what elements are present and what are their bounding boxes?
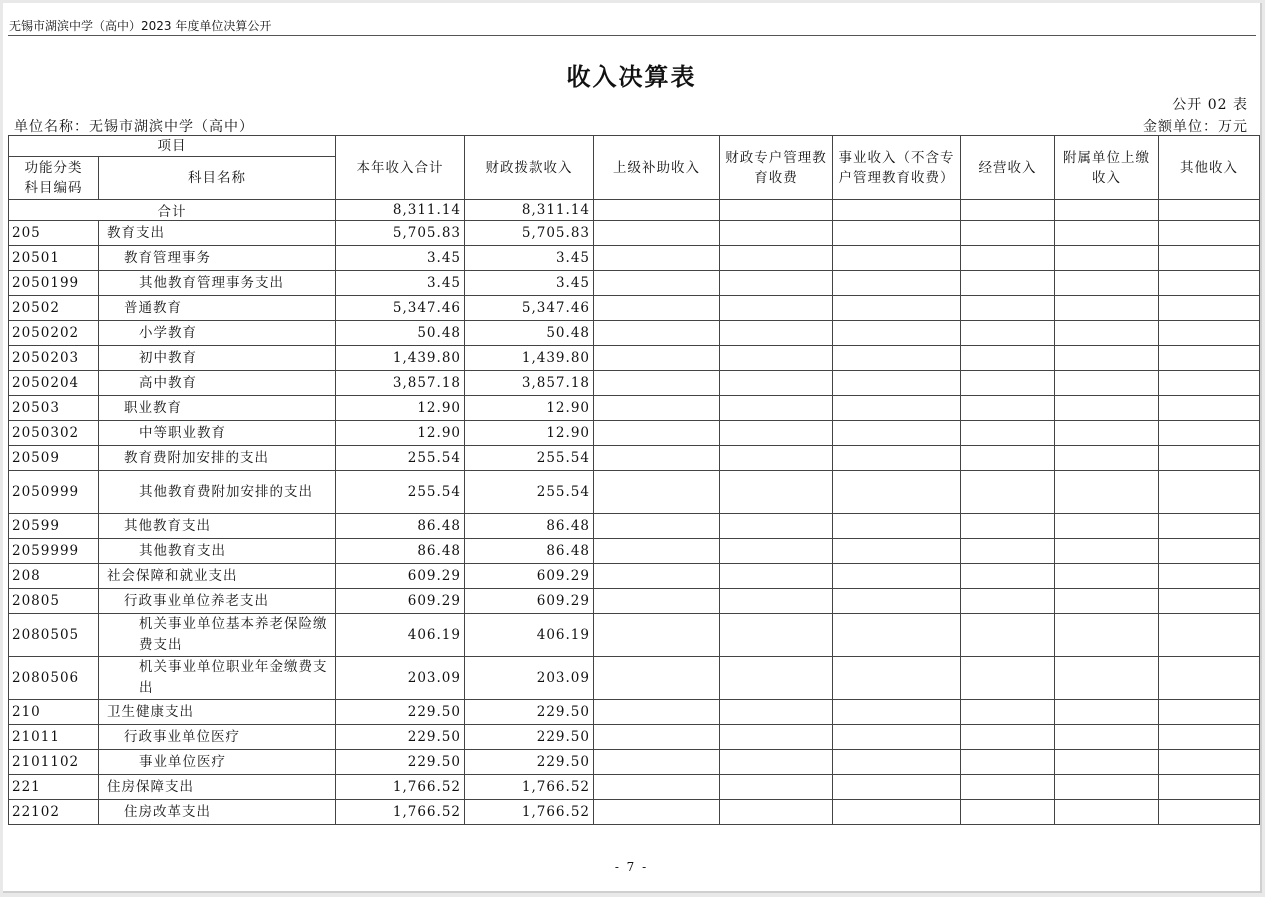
subject-code: 221 xyxy=(9,775,99,800)
empty-cell xyxy=(961,421,1055,446)
total-income-value: 1,439.80 xyxy=(336,346,465,371)
header-item: 项目 xyxy=(9,136,336,157)
empty-cell xyxy=(720,750,833,775)
total-income-value: 5,347.46 xyxy=(336,296,465,321)
empty-cell xyxy=(961,446,1055,471)
header-rule xyxy=(8,35,1256,36)
empty-cell xyxy=(1055,246,1159,271)
empty-cell xyxy=(961,221,1055,246)
header-superior-subsidy: 上级补助收入 xyxy=(594,136,720,200)
empty-cell xyxy=(594,800,720,825)
income-table xyxy=(8,135,1260,825)
empty-cell xyxy=(594,421,720,446)
subject-name: 普通教育 xyxy=(99,296,336,321)
empty-cell xyxy=(1055,371,1159,396)
total-income-value: 229.50 xyxy=(336,750,465,775)
total-income-value: 8,311.14 xyxy=(336,200,465,221)
total-income-value: 86.48 xyxy=(336,539,465,564)
empty-cell xyxy=(594,296,720,321)
empty-cell xyxy=(833,750,961,775)
subject-code: 2080506 xyxy=(9,657,99,700)
header-special-account-fees: 财政专户管理教育收费 xyxy=(720,136,833,200)
empty-cell xyxy=(1055,396,1159,421)
empty-cell xyxy=(720,657,833,700)
subject-name: 机关事业单位职业年金缴费支出 xyxy=(99,657,336,700)
empty-cell xyxy=(1159,750,1260,775)
table-row xyxy=(9,800,1260,825)
total-row xyxy=(9,200,1260,221)
total-income-value: 12.90 xyxy=(336,396,465,421)
table-row xyxy=(9,657,1260,700)
table-row xyxy=(9,221,1260,246)
empty-cell xyxy=(594,539,720,564)
empty-cell xyxy=(1159,200,1260,221)
empty-cell xyxy=(961,657,1055,700)
page-title: 收入决算表 xyxy=(566,63,697,91)
table-row xyxy=(9,700,1260,725)
empty-cell xyxy=(1055,775,1159,800)
total-income-value: 3.45 xyxy=(336,271,465,296)
subject-code: 2050199 xyxy=(9,271,99,296)
empty-cell xyxy=(594,589,720,614)
subject-name: 行政事业单位养老支出 xyxy=(99,589,336,614)
empty-cell xyxy=(1159,271,1260,296)
empty-cell xyxy=(833,539,961,564)
empty-cell xyxy=(1055,446,1159,471)
empty-cell xyxy=(594,221,720,246)
fiscal-income-value: 203.09 xyxy=(465,657,594,700)
subject-name: 教育管理事务 xyxy=(99,246,336,271)
empty-cell xyxy=(594,514,720,539)
empty-cell xyxy=(961,321,1055,346)
subject-code: 210 xyxy=(9,700,99,725)
empty-cell xyxy=(594,371,720,396)
table-row xyxy=(9,589,1260,614)
empty-cell xyxy=(833,396,961,421)
fiscal-income-value: 50.48 xyxy=(465,321,594,346)
empty-cell xyxy=(720,396,833,421)
table-row xyxy=(9,725,1260,750)
empty-cell xyxy=(720,700,833,725)
empty-cell xyxy=(720,421,833,446)
empty-cell xyxy=(833,346,961,371)
empty-cell xyxy=(1055,539,1159,564)
empty-cell xyxy=(1055,421,1159,446)
empty-cell xyxy=(961,700,1055,725)
money-unit: 金额单位：万元 xyxy=(1143,119,1248,135)
subject-code: 2050999 xyxy=(9,471,99,514)
empty-cell xyxy=(720,246,833,271)
fiscal-income-value: 1,766.52 xyxy=(465,775,594,800)
total-income-value: 1,766.52 xyxy=(336,800,465,825)
fiscal-income-value: 5,347.46 xyxy=(465,296,594,321)
subject-code: 208 xyxy=(9,564,99,589)
empty-cell xyxy=(833,514,961,539)
fiscal-income-value: 229.50 xyxy=(465,750,594,775)
empty-cell xyxy=(720,614,833,657)
fiscal-income-value: 406.19 xyxy=(465,614,594,657)
empty-cell xyxy=(833,700,961,725)
empty-cell xyxy=(1055,725,1159,750)
table-row xyxy=(9,271,1260,296)
empty-cell xyxy=(833,564,961,589)
empty-cell xyxy=(720,371,833,396)
table-row xyxy=(9,321,1260,346)
empty-cell xyxy=(594,446,720,471)
empty-cell xyxy=(1159,296,1260,321)
empty-cell xyxy=(833,446,961,471)
empty-cell xyxy=(1159,700,1260,725)
empty-cell xyxy=(961,539,1055,564)
empty-cell xyxy=(1159,775,1260,800)
empty-cell xyxy=(833,421,961,446)
subject-code: 2050202 xyxy=(9,321,99,346)
empty-cell xyxy=(1055,471,1159,514)
subject-code: 20805 xyxy=(9,589,99,614)
empty-cell xyxy=(833,200,961,221)
empty-cell xyxy=(1159,725,1260,750)
empty-cell xyxy=(720,446,833,471)
fiscal-income-value: 86.48 xyxy=(465,514,594,539)
table-row xyxy=(9,750,1260,775)
empty-cell xyxy=(1159,589,1260,614)
total-income-value: 229.50 xyxy=(336,700,465,725)
subject-code: 2050203 xyxy=(9,346,99,371)
table-row xyxy=(9,539,1260,564)
empty-cell xyxy=(720,271,833,296)
empty-cell xyxy=(1159,346,1260,371)
subject-name: 行政事业单位医疗 xyxy=(99,725,336,750)
subject-name: 教育费附加安排的支出 xyxy=(99,446,336,471)
empty-cell xyxy=(961,775,1055,800)
empty-cell xyxy=(1055,200,1159,221)
table-row xyxy=(9,471,1260,514)
empty-cell xyxy=(833,589,961,614)
empty-cell xyxy=(833,221,961,246)
table-row xyxy=(9,421,1260,446)
subject-code: 2050204 xyxy=(9,371,99,396)
empty-cell xyxy=(1055,296,1159,321)
empty-cell xyxy=(961,564,1055,589)
empty-cell xyxy=(1159,539,1260,564)
subject-name: 小学教育 xyxy=(99,321,336,346)
empty-cell xyxy=(594,750,720,775)
subject-code: 20502 xyxy=(9,296,99,321)
empty-cell xyxy=(961,371,1055,396)
fiscal-income-value: 609.29 xyxy=(465,589,594,614)
empty-cell xyxy=(1159,246,1260,271)
fiscal-income-value: 229.50 xyxy=(465,700,594,725)
empty-cell xyxy=(594,700,720,725)
fiscal-income-value: 1,439.80 xyxy=(465,346,594,371)
fiscal-income-value: 3.45 xyxy=(465,271,594,296)
subject-code: 2059999 xyxy=(9,539,99,564)
total-income-value: 86.48 xyxy=(336,514,465,539)
total-income-value: 3,857.18 xyxy=(336,371,465,396)
empty-cell xyxy=(720,471,833,514)
total-income-value: 203.09 xyxy=(336,657,465,700)
subject-code: 20509 xyxy=(9,446,99,471)
subject-name: 事业单位医疗 xyxy=(99,750,336,775)
subject-code: 22102 xyxy=(9,800,99,825)
subject-code: 2080505 xyxy=(9,614,99,657)
empty-cell xyxy=(961,614,1055,657)
empty-cell xyxy=(720,200,833,221)
empty-cell xyxy=(961,750,1055,775)
table-row xyxy=(9,346,1260,371)
empty-cell xyxy=(720,221,833,246)
empty-cell xyxy=(1159,657,1260,700)
total-income-value: 229.50 xyxy=(336,725,465,750)
fiscal-income-value: 255.54 xyxy=(465,446,594,471)
empty-cell xyxy=(833,471,961,514)
empty-cell xyxy=(720,725,833,750)
empty-cell xyxy=(1159,614,1260,657)
header-code: 功能分类 科目编码 xyxy=(9,157,99,200)
subject-code: 20501 xyxy=(9,246,99,271)
total-income-value: 5,705.83 xyxy=(336,221,465,246)
empty-cell xyxy=(833,775,961,800)
empty-cell xyxy=(1055,589,1159,614)
empty-cell xyxy=(720,346,833,371)
empty-cell xyxy=(1055,750,1159,775)
subject-name: 卫生健康支出 xyxy=(99,700,336,725)
table-row xyxy=(9,775,1260,800)
subject-code: 205 xyxy=(9,221,99,246)
empty-cell xyxy=(1055,564,1159,589)
table-row xyxy=(9,246,1260,271)
header-other-income: 其他收入 xyxy=(1159,136,1260,200)
fiscal-income-value: 609.29 xyxy=(465,564,594,589)
subject-name: 教育支出 xyxy=(99,221,336,246)
subject-name: 职业教育 xyxy=(99,396,336,421)
empty-cell xyxy=(833,296,961,321)
empty-cell xyxy=(961,589,1055,614)
table-row xyxy=(9,396,1260,421)
empty-cell xyxy=(1159,564,1260,589)
empty-cell xyxy=(833,371,961,396)
subject-name: 其他教育费附加安排的支出 xyxy=(99,471,336,514)
empty-cell xyxy=(1055,800,1159,825)
subject-code: 2101102 xyxy=(9,750,99,775)
empty-cell xyxy=(594,200,720,221)
empty-cell xyxy=(1159,321,1260,346)
empty-cell xyxy=(1159,514,1260,539)
empty-cell xyxy=(1159,371,1260,396)
total-income-value: 1,766.52 xyxy=(336,775,465,800)
empty-cell xyxy=(594,657,720,700)
table-row xyxy=(9,296,1260,321)
fiscal-income-value: 3,857.18 xyxy=(465,371,594,396)
table-row xyxy=(9,614,1260,657)
fiscal-income-value: 3.45 xyxy=(465,246,594,271)
empty-cell xyxy=(1055,700,1159,725)
table-row xyxy=(9,514,1260,539)
total-income-value: 12.90 xyxy=(336,421,465,446)
empty-cell xyxy=(720,800,833,825)
table-row xyxy=(9,564,1260,589)
empty-cell xyxy=(833,271,961,296)
empty-cell xyxy=(961,200,1055,221)
subject-code: 2050302 xyxy=(9,421,99,446)
empty-cell xyxy=(594,246,720,271)
document-page xyxy=(3,3,1262,893)
empty-cell xyxy=(961,271,1055,296)
empty-cell xyxy=(961,246,1055,271)
empty-cell xyxy=(720,514,833,539)
subject-name: 初中教育 xyxy=(99,346,336,371)
empty-cell xyxy=(833,657,961,700)
header-affiliated-income: 附属单位上缴收入 xyxy=(1055,136,1159,200)
empty-cell xyxy=(1055,614,1159,657)
table-row xyxy=(9,446,1260,471)
subject-name: 机关事业单位基本养老保险缴费支出 xyxy=(99,614,336,657)
total-income-value: 50.48 xyxy=(336,321,465,346)
fiscal-income-value: 12.90 xyxy=(465,421,594,446)
empty-cell xyxy=(961,296,1055,321)
empty-cell xyxy=(833,725,961,750)
subject-name: 住房保障支出 xyxy=(99,775,336,800)
total-income-value: 255.54 xyxy=(336,446,465,471)
empty-cell xyxy=(1159,221,1260,246)
empty-cell xyxy=(594,471,720,514)
empty-cell xyxy=(720,539,833,564)
fiscal-income-value: 12.90 xyxy=(465,396,594,421)
empty-cell xyxy=(1159,471,1260,514)
empty-cell xyxy=(594,271,720,296)
empty-cell xyxy=(833,800,961,825)
empty-cell xyxy=(1055,221,1159,246)
fiscal-income-value: 255.54 xyxy=(465,471,594,514)
empty-cell xyxy=(720,775,833,800)
subject-name: 其他教育管理事务支出 xyxy=(99,271,336,296)
subject-name: 其他教育支出 xyxy=(99,514,336,539)
empty-cell xyxy=(1159,800,1260,825)
empty-cell xyxy=(833,321,961,346)
header-operating-income: 经营收入 xyxy=(961,136,1055,200)
subject-name: 其他教育支出 xyxy=(99,539,336,564)
empty-cell xyxy=(1055,657,1159,700)
subject-code: 20599 xyxy=(9,514,99,539)
empty-cell xyxy=(720,564,833,589)
total-fiscal-value: 8,311.14 xyxy=(465,200,594,221)
empty-cell xyxy=(961,471,1055,514)
form-number: 公开 02 表 xyxy=(1172,97,1248,113)
header-business-income: 事业收入（不含专户管理教育收费） xyxy=(833,136,961,200)
empty-cell xyxy=(833,246,961,271)
empty-cell xyxy=(594,321,720,346)
empty-cell xyxy=(594,564,720,589)
empty-cell xyxy=(1055,321,1159,346)
empty-cell xyxy=(720,296,833,321)
empty-cell xyxy=(961,396,1055,421)
total-label: 合计 xyxy=(9,200,336,221)
fiscal-income-value: 229.50 xyxy=(465,725,594,750)
header-total-income: 本年收入合计 xyxy=(336,136,465,200)
total-income-value: 406.19 xyxy=(336,614,465,657)
unit-name: 单位名称：无锡市湖滨中学（高中） xyxy=(14,119,254,135)
empty-cell xyxy=(1159,421,1260,446)
page-number: - 7 - xyxy=(614,860,649,874)
empty-cell xyxy=(1055,514,1159,539)
fiscal-income-value: 5,705.83 xyxy=(465,221,594,246)
empty-cell xyxy=(833,614,961,657)
empty-cell xyxy=(1159,396,1260,421)
empty-cell xyxy=(961,725,1055,750)
subject-name: 社会保障和就业支出 xyxy=(99,564,336,589)
empty-cell xyxy=(1055,346,1159,371)
total-income-value: 609.29 xyxy=(336,589,465,614)
empty-cell xyxy=(720,589,833,614)
subject-name: 住房改革支出 xyxy=(99,800,336,825)
subject-name: 高中教育 xyxy=(99,371,336,396)
empty-cell xyxy=(594,725,720,750)
empty-cell xyxy=(594,775,720,800)
empty-cell xyxy=(594,396,720,421)
empty-cell xyxy=(961,800,1055,825)
empty-cell xyxy=(594,346,720,371)
header-fiscal-income: 财政拨款收入 xyxy=(465,136,594,200)
empty-cell xyxy=(720,321,833,346)
subject-name: 中等职业教育 xyxy=(99,421,336,446)
total-income-value: 255.54 xyxy=(336,471,465,514)
empty-cell xyxy=(961,514,1055,539)
subject-code: 21011 xyxy=(9,725,99,750)
empty-cell xyxy=(961,346,1055,371)
empty-cell xyxy=(1159,446,1260,471)
fiscal-income-value: 86.48 xyxy=(465,539,594,564)
document-header: 无锡市湖滨中学（高中）2023 年度单位决算公开 xyxy=(9,19,272,33)
total-income-value: 3.45 xyxy=(336,246,465,271)
header-name: 科目名称 xyxy=(99,157,336,200)
empty-cell xyxy=(594,614,720,657)
empty-cell xyxy=(1055,271,1159,296)
table-row xyxy=(9,371,1260,396)
fiscal-income-value: 1,766.52 xyxy=(465,800,594,825)
subject-code: 20503 xyxy=(9,396,99,421)
total-income-value: 609.29 xyxy=(336,564,465,589)
